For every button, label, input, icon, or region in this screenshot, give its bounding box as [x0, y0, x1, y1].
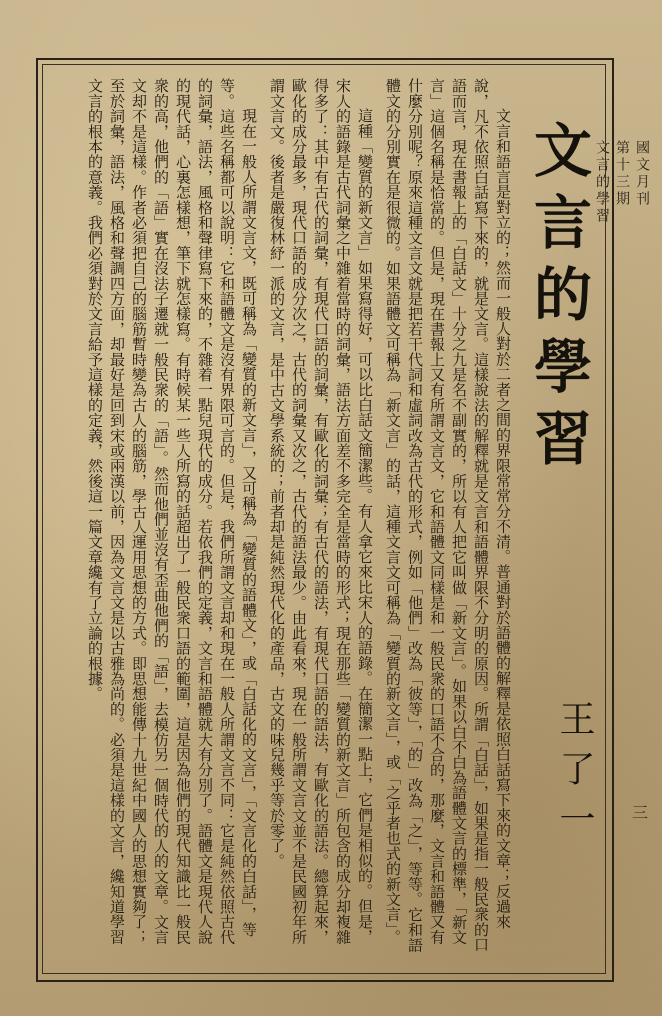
issue-number: 第十三期	[614, 140, 630, 208]
article-title: 文言的學習	[524, 120, 592, 480]
paragraph: 文言和語言是對立的；然而一般人對於二者之間的界限常常分不清。普通對於語體的解釋是依照白話寫下來的文章；反過來說，凡不依照白話寫下來的，就是文言。這樣說法的解釋就是文言和語體界限不分明的原因。所謂「白話」，如果是指一般民衆的口語而言，現在書報上的「白話文」十分之九是名不副實的，所以有人把它叫做「新文言」。如果以白不白為語體文言的標準，「新文言」這個名稱是恰當的。但是，現在書報上又有所謂文言文，它和語體文同樣是和一般民衆的口語不合的，那麼，文言和語體又有什麼分別呢？原來這種文言文就是把若干代詞和虛詞改為古代的形式，例如「他們」改為「彼等」，「的」改為「之」，等等。它和語體文的分別實在是很微的。如果語體文可稱為「新文言」的話，這種文言文可稱為「變質的新文言」，或「之乎者也式的新文言」。	[384, 78, 512, 953]
running-header	[594, 140, 652, 225]
page-number: 三	[631, 803, 648, 822]
article-author: 王了一	[554, 700, 595, 850]
paragraph: 這種「變質的新文言」如果寫得好，可以比白話文簡潔些。有人拿它來比宋人的語錄。在簡潔一點上，它們是相似的。但是，宋人的語錄是古代詞彙之中雜着當時的詞彙，語法方面差不多完全是當時的形式；現在那些「變質的新文言」所包含的成分却複雜得多了：其中有古代的詞彙，有現代口語的詞彙，有歐化的詞彙；有古代的語法，有現代口語的語法，有歐化的語法。總算起來，歐化的成分最多，現代口語的成分次之，古代的詞彙又次之，古代的語法最少。由此看來，現在一般所謂文言文並不是民國初年所謂文言文。後者是嚴復林紓一派的文言，是中古文學系統的；前者却是純然現代化的產品，古文的味兒幾乎等於零了。	[268, 78, 374, 945]
journal-name: 國文月刊	[634, 140, 650, 208]
paragraph: 現在一般人所謂文言文，既可稱為「變質的新文言」，又可稱為「變質的語體文」，或「白話化的文言」，「文言化的白話」，等等。這些名稱都可以說明：它和語體文是沒有界限可言的。但是，我們所謂文言却和現在一般人所謂文言不同：它是純然依照古代的詞彙，語法，風格和聲律寫下來的，不雜着一點兒現代的成分。若依我們的定義，文言和語體就大有分別了。語體文是現代人說的現代話，心裏怎樣想，筆下就怎樣寫。有時候某一些人所寫的話超出了一般民衆口語的範圍，這是因為他們的現代知識比一般民衆的高，他們的「語」實在沒法子遷就一般民衆的「語」。然而他們並沒有歪曲他們的「語」，去模仿另一個時代的人的文章。文言文却不是這樣。作者必須把自己的腦筋暫時變為古人的腦筋，學古人運用思想的方式。即思想能傳十九世紀中國人的思想實夠了；至於詞彙，語法，風格和聲調四方面，却最好是回到宋或兩漢以前，因為文言文是以古雅為尚的。必須是這樣的文言，纔知道學習文言的根本的意義。我們必須對於文言給予這樣的定義，然後這一篇文章纔有了立論的根據。	[86, 78, 258, 945]
article-body	[56, 78, 514, 958]
section-name: 文言的學習	[594, 140, 610, 225]
